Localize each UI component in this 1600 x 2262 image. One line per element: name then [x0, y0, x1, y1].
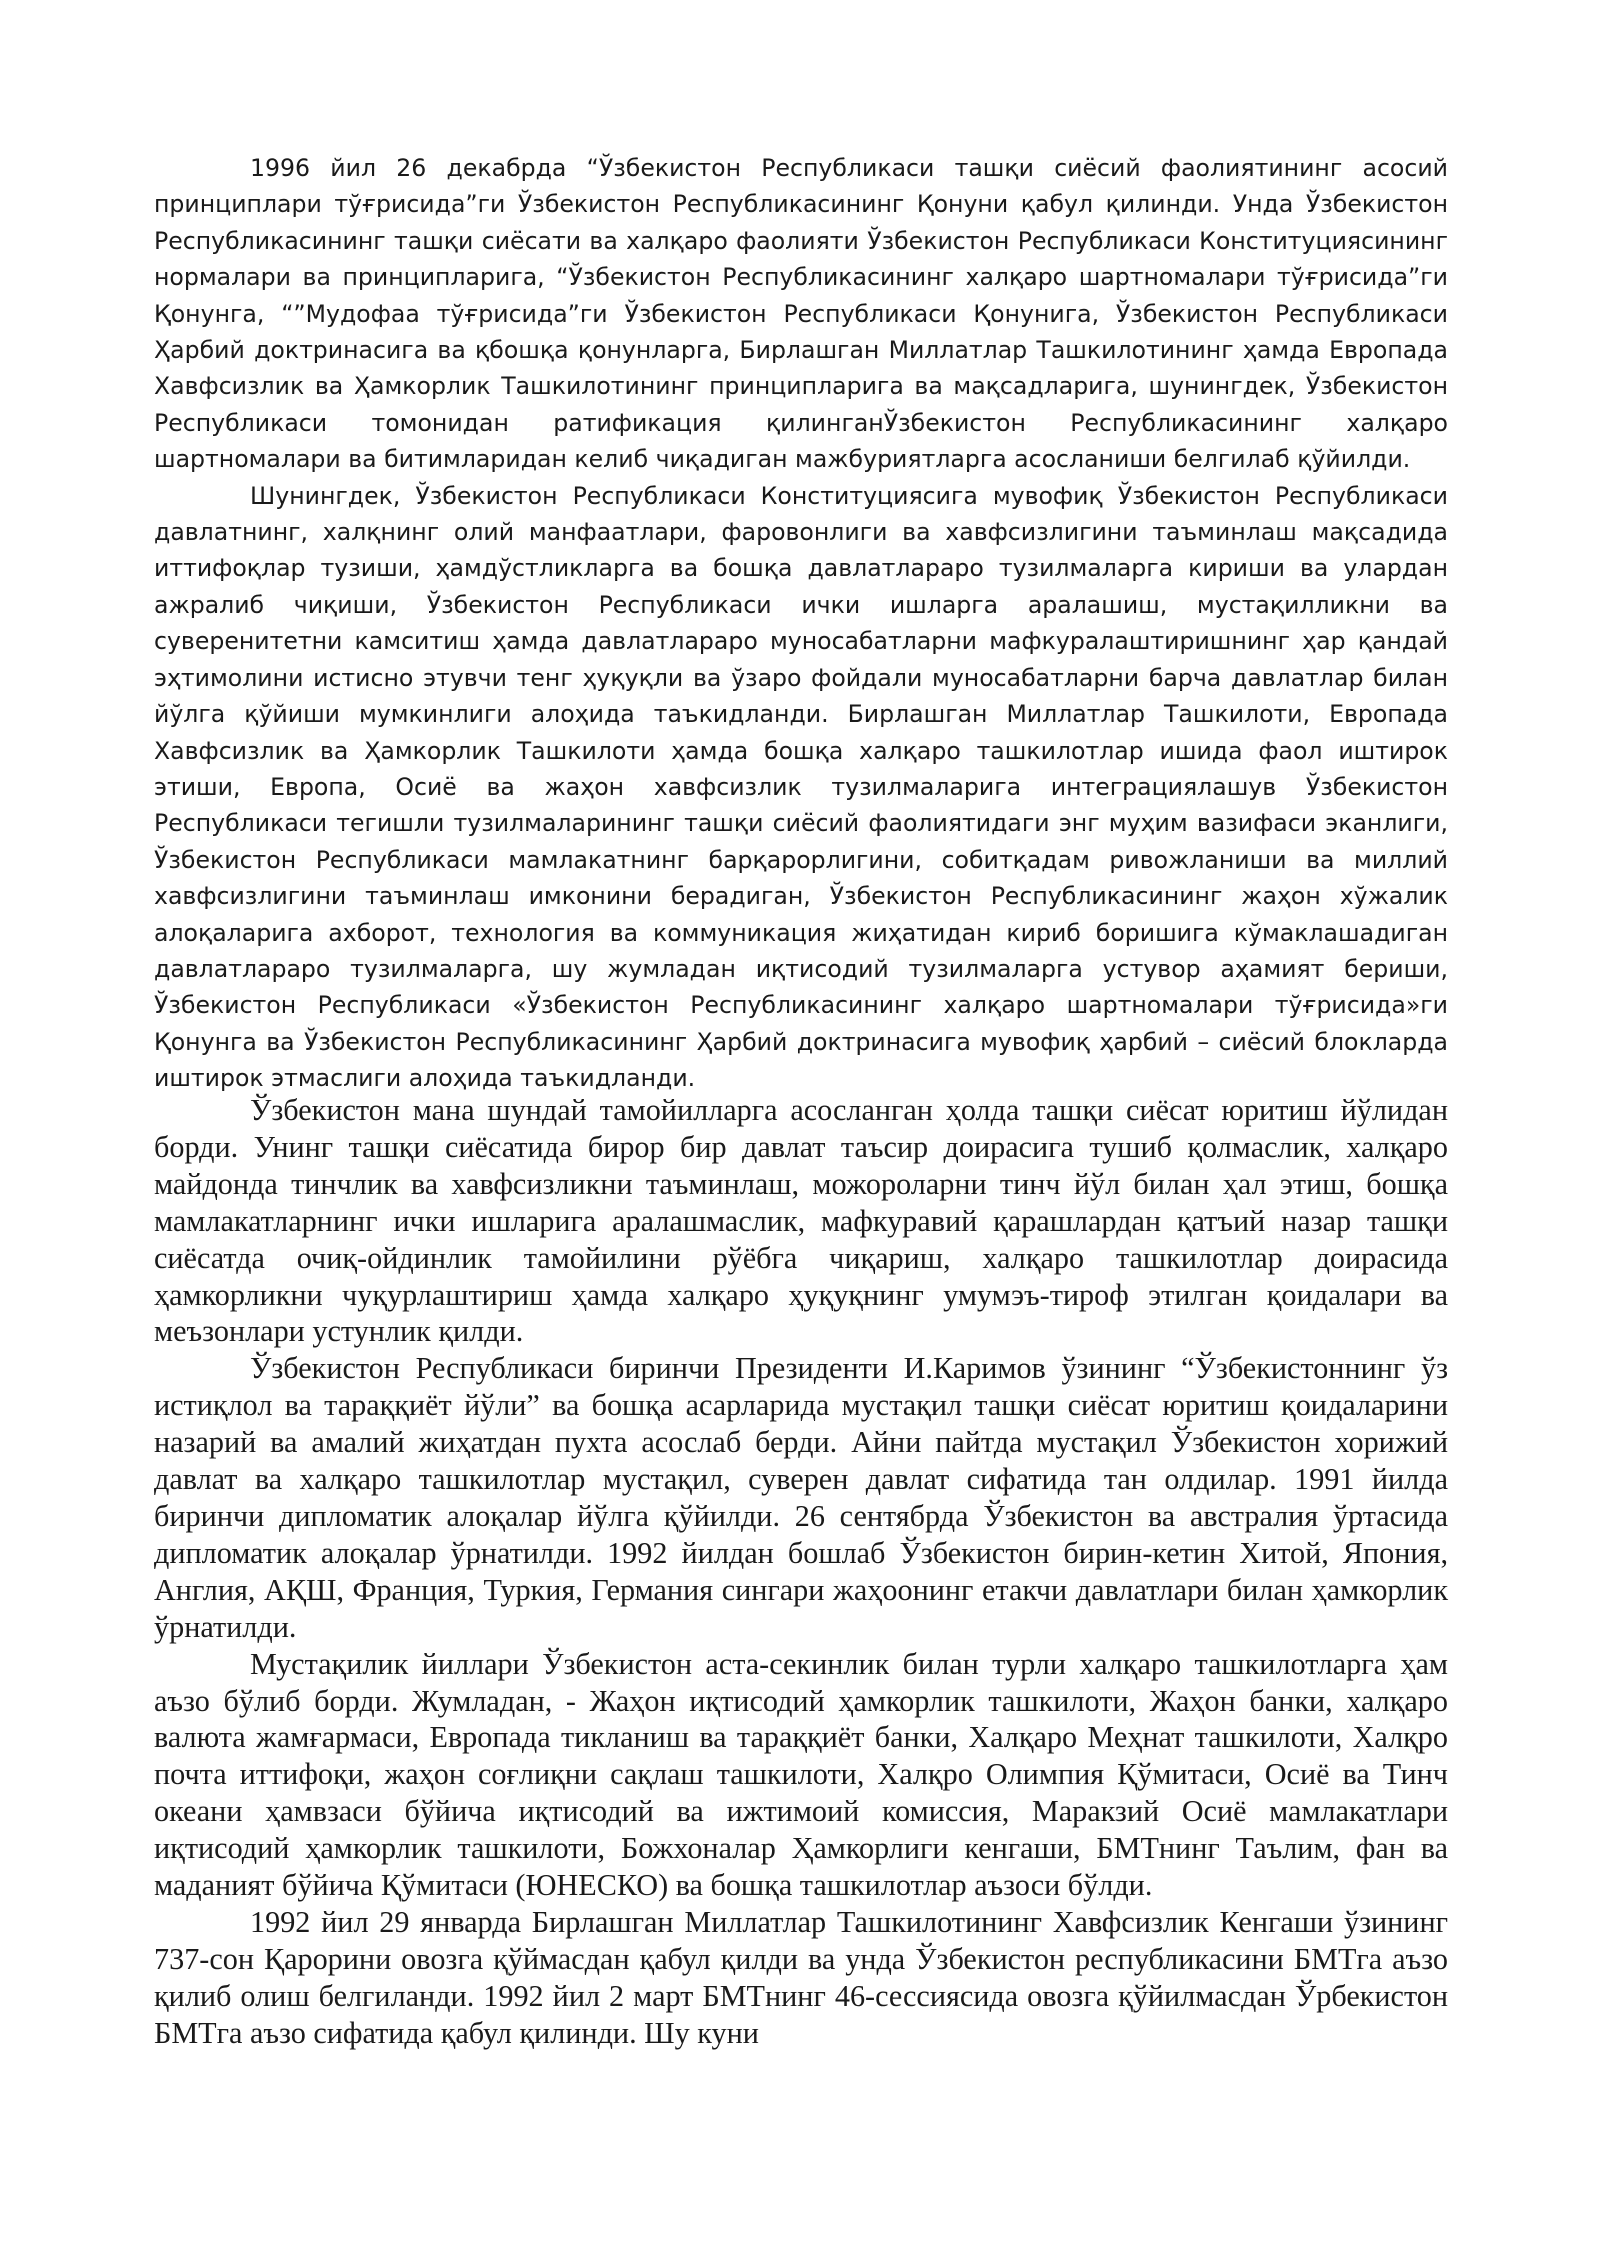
sans-text-block: [154, 150, 1448, 1097]
paragraph-1: 1996 йил 26 декабрда “Ўзбекистон Республикаси ташқи сиёсий фаолиятининг асосий принциплари тўғрисида”ги Ўзбекистон Республикасининг Қонуни қабул қилинди. Унда Ўзбекистон Республикасининг ташқи сиёсати ва халқаро фаолияти Ўзбекистон Республикаси Конституциясининг нормалари ва принципларига, “Ўзбекистон Республикасининг халқаро шартномалари тўғрисида”ги Қонунга, “”Мудофаа тўғрисида”ги Ўзбекистон Республикаси Қонунига, Ўзбекистон Республикаси Ҳарбий доктринасига ва қбошқа қонунларга, Бирлашган Миллатлар Ташкилотининг ҳамда Европада Хавфсизлик ва Ҳамкорлик Ташкилотининг принципларига ва мақсадларига, шунингдек, Ўзбекистон Республикаси томонидан ратификация қилинганЎзбекистон Республикасининг халқаро шартномалари ва битимларидан келиб чиқадиган мажбуриятларга асосланиши белгилаб қўйилди.: [154, 154, 1448, 474]
paragraph-6: 1992 йил 29 январда Бирлашган Миллатлар Ташкилотининг Хавфсизлик Кенгаши ўзининг 737-сон Қарорини овозга қўймасдан қабул қилди ва унда Ўзбекистон республикасини БМТга аъзо қилиб олиш белгиланди. 1992 йил 2 март БМТнинг 46-сессиясида овозга қўйилмасдан Ўрбекистон БМТга аъзо сифатида қабул қилинди. Шу куни: [154, 1904, 1448, 2050]
paragraph-5: Мустақилик йиллари Ўзбекистон аста-секинлик билан турли халқаро ташкилотларга ҳам аъзо бўлиб борди. Жумладан, - Жаҳон иқтисодий ҳамкорлик ташкилоти, Жаҳон банки, халқаро валюта жамғармаси, Европада тикланиш ва тараққиёт банки, Халқаро Меҳнат ташкилоти, Халқро почта иттифоқи, жаҳон соғлиқни сақлаш ташкилоти, Халқро Олимпия Қўмитаси, Осиё ва Тинч океани ҳамвзаси бўйича иқтисодий ва ижтимоий комиссия, Маракзий Осиё мамлакатлари иқтисодий ҳамкорлик ташкилоти, Божхоналар Ҳамкорлиги кенгаши, БМТнинг Таълим, фан ва маданият бўйича Қўмитаси (ЮНЕСКО) ва бошқа ташкилотлар аъзоси бўлди.: [154, 1646, 1448, 1903]
paragraph-3: Ўзбекистон мана шундай тамойилларга асосланган ҳолда ташқи сиёсат юритиш йўлидан борди. Унинг ташқи сиёсатида бирор бир давлат таъсир доирасига тушиб қолмаслик, халқаро майдонда тинчлик ва хавфсизликни таъминлаш, можороларни тинч йўл билан ҳал этиш, бошқа мамлакатларнинг ички ишларига аралашмаслик, мафкуравий қарашлардан қатъий назар ташқи сиёсатда очиқ-ойдинлик тамойилини рўёбга чиқариш, халқаро ташкилотлар доирасида ҳамкорликни чуқурлаштириш ҳамда халқаро ҳуқуқнинг умумэъ-тироф этилган қоидалари ва меъзонлари устунлик қилди.: [154, 1093, 1448, 1349]
paragraph-4: Ўзбекистон Республикаси биринчи Президенти И.Каримов ўзининг “Ўзбекистоннинг ўз истиқлол ва тараққиёт йўли” ва бошқа асарларида мустақил ташқи сиёсат юритиш қоидаларини назарий ва амалий жиҳатдан пухта асослаб берди. Айни пайтда мустақил Ўзбекистон хорижий давлат ва халқаро ташкилотлар мустақил, суверен давлат сифатида тан олдилар. 1991 йилда биринчи дипломатик алоқалар йўлга қўйилди. 26 сентябрда Ўзбекистон ва австралия ўртасида дипломатик алоқалар ўрнатилди. 1992 йилдан бошлаб Ўзбекистон бирин-кетин Хитой, Япония, Англия, АҚШ, Франция, Туркия, Германия сингари жаҳоонинг етакчи давлатлари билан ҳамкорлик ўрнатилди.: [154, 1351, 1448, 1644]
paragraph-2: Шунингдек, Ўзбекистон Республикаси Конституциясига мувофиқ Ўзбекистон Республикаси давлатнинг, халқнинг олий манфаатлари, фаровонлиги ва хавфсизлигини таъминлаш мақсадида иттифоқлар тузиши, ҳамдўстликларга ва бошқа давлатлараро тузилмаларга кириши ва улардан ажралиб чиқиши, Ўзбекистон Республикаси ички ишларга аралашиш, мустақилликни ва суверенитетни камситиш ҳамда давлатлараро муносабатларни мафкуралаштиришнинг ҳар қандай эҳтимолини истисно этувчи тенг ҳуқуқли ва ўзаро фойдали муносабатларни барча давлатлар билан йўлга қўйиши мумкинлиги алоҳида таъкидланди. Бирлашган Миллатлар Ташкилоти, Европада Хавфсизлик ва Ҳамкорлик Ташкилоти ҳамда бошқа халқаро ташкилотлар ишида фаол иштирок этиши, Европа, Осиё ва жаҳон хавфсизлик тузилмаларига интеграциялашув Ўзбекистон Республикаси тегишли тузилмаларининг ташқи сиёсий фаолиятидаги энг муҳим вазифаси эканлиги, Ўзбекистон Республикаси мамлакатнинг барқарорлигини, собитқадам ривожланиши ва миллий хавфсизлигини таъминлаш имконини берадиган, Ўзбекистон Республикасининг жаҳон хўжалик алоқаларига ахборот, технология ва коммуникация жиҳатидан кириб боришига кўмаклашадиган давлатлараро тузилмаларга, шу жумладан иқтисодий тузилмаларга устувор аҳамият бериши, Ўзбекистон Республикаси «Ўзбекистон Республикасининг халқаро шартномалари тўғрисида»ги Қонунга ва Ўзбекистон Республикасининг Ҳарбий доктринасига мувофиқ ҳарбий – сиёсий блокларда иштирок этмаслиги алоҳида таъкидланди.: [154, 481, 1448, 1093]
serif-text-block: [154, 1092, 1448, 2052]
